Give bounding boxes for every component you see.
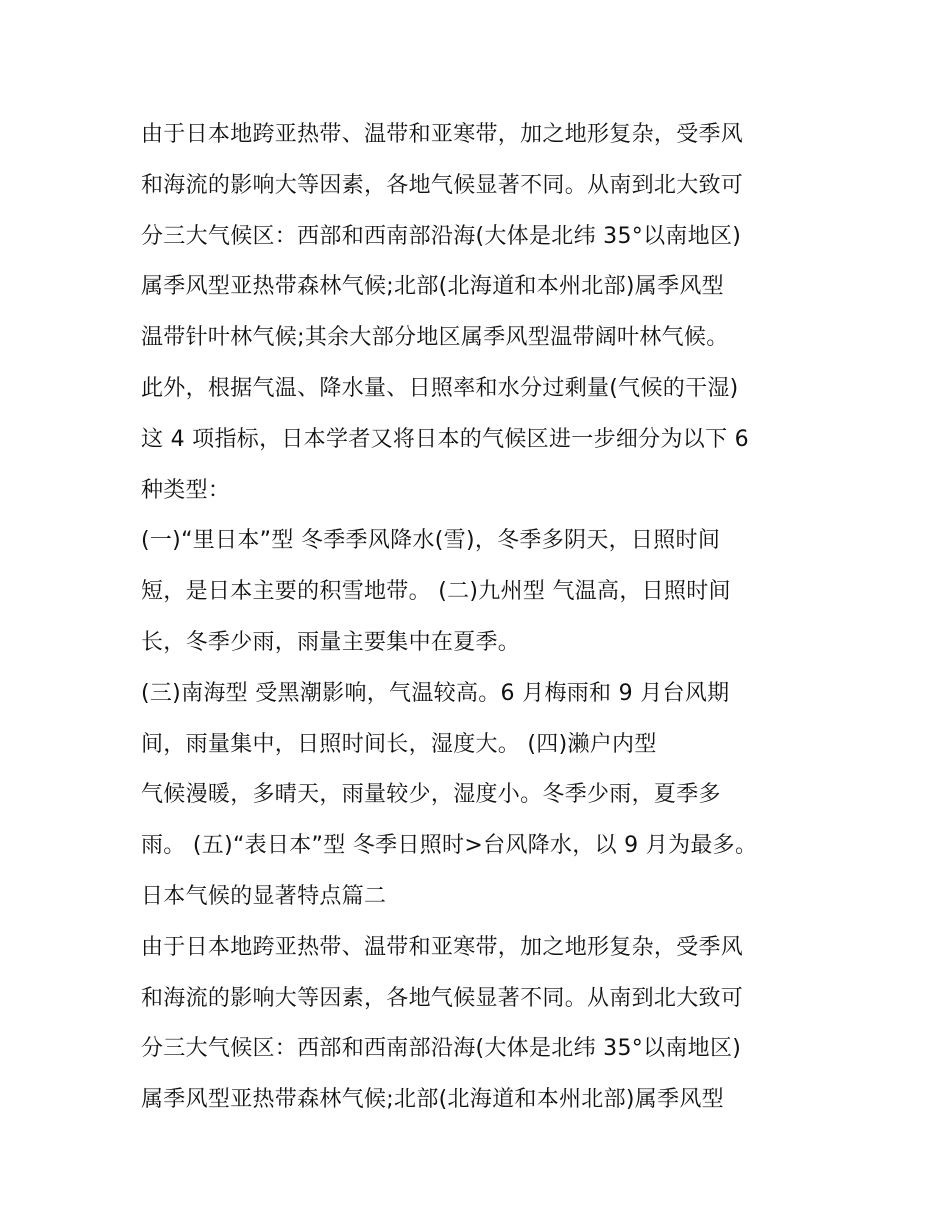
text-line: 和海流的影响大等因素，各地气候显著不同。从南到北大致可 (141, 985, 744, 1011)
text-line: 由于日本地跨亚热带、温带和亚寒带，加之地形复杂，受季风 (141, 934, 744, 960)
text-line: 短，是日本主要的积雪地带。 (二)九州型 气温高，日照时间 (141, 579, 731, 605)
text-line: (一)“里日本”型 冬季季风降水(雪)，冬季多阴天，日照时间 (141, 528, 721, 554)
text-line: 种类型： (141, 477, 231, 503)
text-line: 此外，根据气温、降水量、日照率和水分过剩量(气候的干湿) (141, 375, 739, 401)
text-line: 间，雨量集中，日照时间长，湿度大。 (四)濑户内型 (141, 731, 657, 757)
body-text (141, 110, 841, 1126)
text-line: 由于日本地跨亚热带、温带和亚寒带，加之地形复杂，受季风 (141, 122, 744, 147)
text-line: 分三大气候区：西部和西南部沿海(大体是北纬 35°以南地区) (141, 223, 742, 249)
text-line: 属季风型亚热带森林气候;北部(北海道和本州北部)属季风型 (141, 1087, 724, 1113)
text-line: 属季风型亚热带森林气候;北部(北海道和本州北部)属季风型 (141, 274, 724, 300)
section-heading: 日本气候的显著特点篇二 (141, 883, 387, 909)
text-line: 气候漫暖，多晴天，雨量较少，湿度小。冬季少雨，夏季多 (141, 782, 721, 808)
text-line: 长，冬季少雨，雨量主要集中在夏季。 (141, 629, 521, 655)
text-line: 和海流的影响大等因素，各地气候显著不同。从南到北大致可 (141, 172, 744, 198)
text-line: 温带针叶林气候;其余大部分地区属季风型温带阔叶林气候。 (141, 325, 729, 351)
text-line: 雨。 (五)“表日本”型 冬季日照时>台风降水，以 9 月为最多。 (141, 833, 758, 859)
text-line: (三)南海型 受黑潮影响，气温较高。6 月梅雨和 9 月台风期 (141, 680, 730, 706)
text-line: 这 4 项指标，日本学者又将日本的气候区进一步细分为以下 6 (141, 426, 749, 452)
text-line: 分三大气候区：西部和西南部沿海(大体是北纬 35°以南地区) (141, 1036, 742, 1062)
